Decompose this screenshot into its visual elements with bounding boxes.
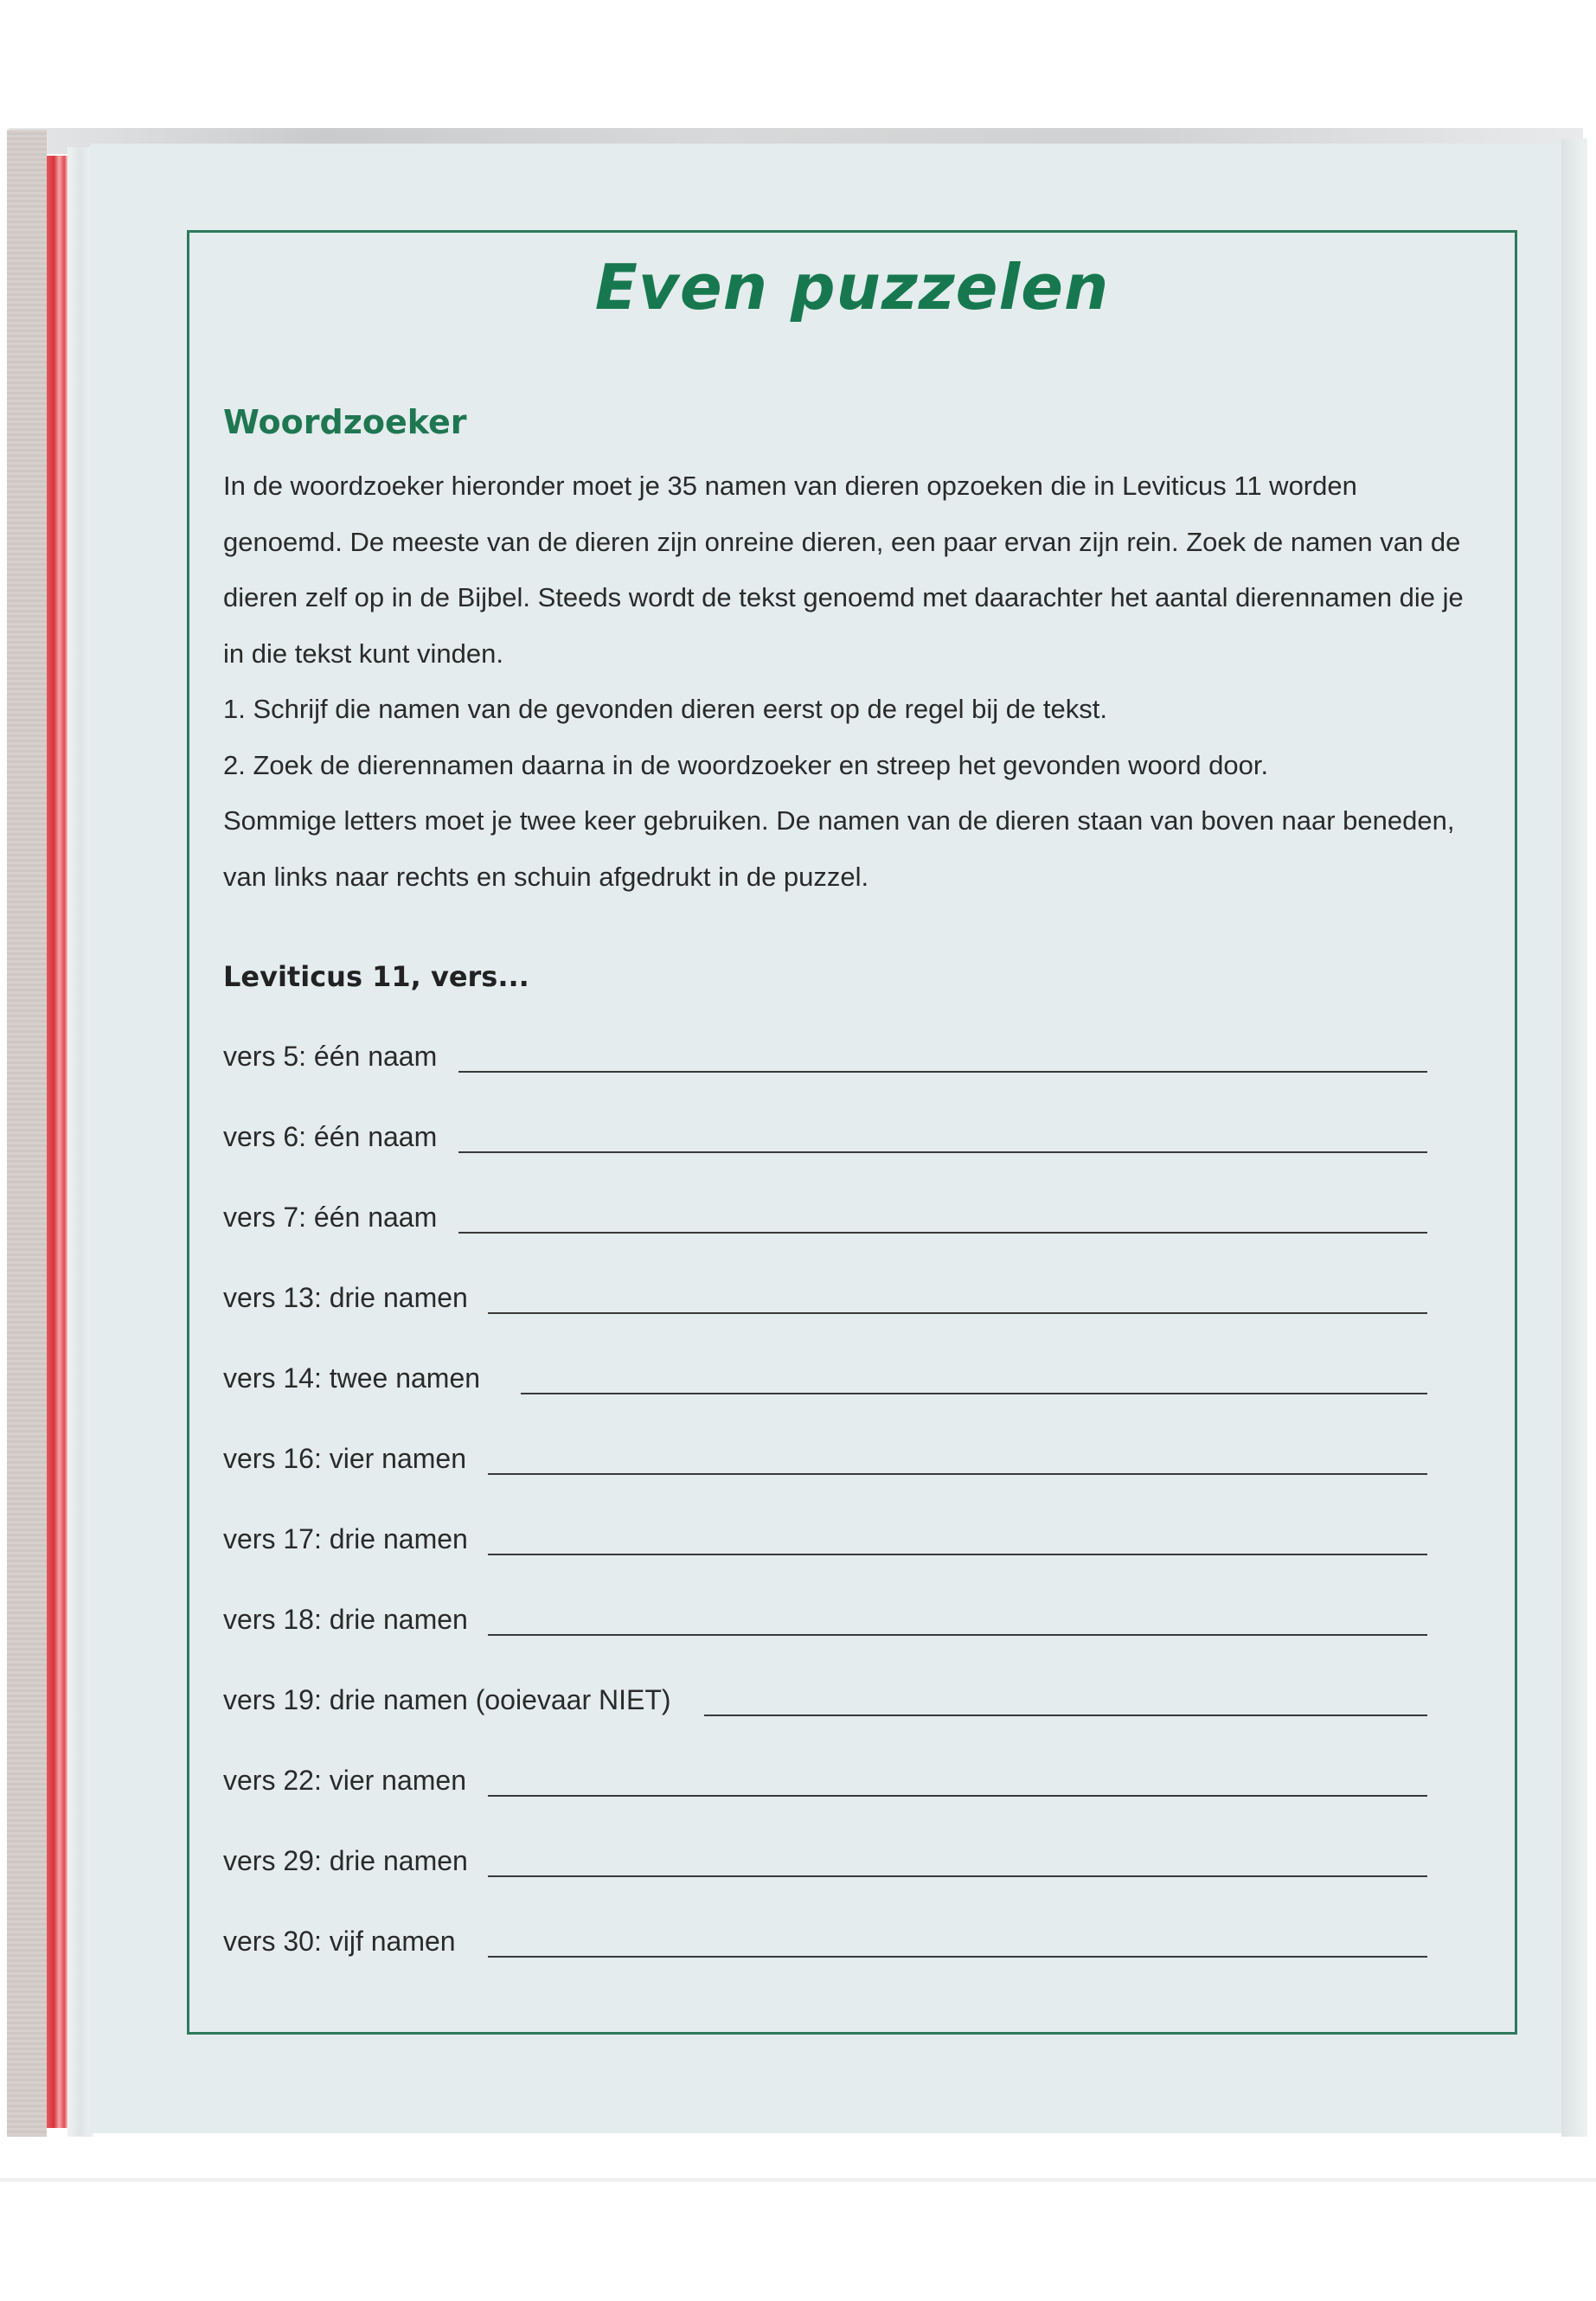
verse-label: vers 30: vijf namen bbox=[223, 1926, 456, 1957]
page-right-edge bbox=[1561, 138, 1587, 2137]
verse-row bbox=[223, 1358, 1427, 1401]
verse-row bbox=[223, 1599, 1427, 1643]
verse-label: vers 5: één naam bbox=[223, 1041, 438, 1072]
answer-line[interactable] bbox=[488, 1956, 1427, 1958]
page-title: Even puzzelen bbox=[594, 251, 1110, 324]
verse-row bbox=[223, 1760, 1427, 1804]
verse-label: vers 14: twee namen bbox=[223, 1362, 481, 1394]
verses-subheading: Leviticus 11, vers... bbox=[223, 960, 529, 993]
verse-row bbox=[223, 1841, 1427, 1884]
verse-row bbox=[223, 1197, 1427, 1240]
verse-label: vers 13: drie namen bbox=[223, 1282, 468, 1313]
verse-label: vers 22: vier namen bbox=[223, 1765, 467, 1796]
red-page-edge bbox=[47, 156, 67, 2128]
answer-line[interactable] bbox=[488, 1875, 1427, 1877]
answer-line[interactable] bbox=[704, 1715, 1427, 1716]
verse-row bbox=[223, 1117, 1427, 1160]
verse-label: vers 7: één naam bbox=[223, 1202, 438, 1233]
note-paragraph: Sommige letters moet je twee keer gebruiken. De namen van de dieren staan van boven naar beneden, van links naar rechts en schuin afgedrukt in de puzzel. bbox=[223, 805, 1455, 892]
step-1: 1. Schrijf die namen van de gevonden dieren eerst op de regel bij de tekst. bbox=[223, 694, 1107, 724]
verse-label: vers 18: drie namen bbox=[223, 1604, 468, 1635]
book-spine bbox=[7, 130, 47, 2137]
bottom-divider bbox=[0, 2178, 1596, 2182]
verse-label: vers 17: drie namen bbox=[223, 1523, 468, 1554]
answer-line[interactable] bbox=[488, 1473, 1427, 1475]
answer-line[interactable] bbox=[488, 1795, 1427, 1797]
answer-line[interactable] bbox=[488, 1312, 1427, 1314]
answer-line[interactable] bbox=[488, 1554, 1427, 1555]
verse-row bbox=[223, 1439, 1427, 1482]
step-2: 2. Zoek de dierennamen daarna in de woordzoeker en streep het gevonden woord door. bbox=[223, 749, 1269, 780]
answer-line[interactable] bbox=[458, 1071, 1427, 1073]
instructions bbox=[223, 458, 1469, 905]
verse-row bbox=[223, 1519, 1427, 1562]
verse-label: vers 16: vier namen bbox=[223, 1443, 467, 1474]
verse-label: vers 6: één naam bbox=[223, 1121, 438, 1152]
verse-label: vers 29: drie namen bbox=[223, 1845, 468, 1876]
intro-paragraph: In de woordzoeker hieronder moet je 35 namen van dieren opzoeken die in Leviticus 11 worden genoemd. De meeste van de dieren zijn onreine dieren, een paar ervan zijn rein. Zoek de namen van de dieren zelf op in de Bijbel. Steeds wordt de tekst genoemd met daarachter het aantal dierennamen die je in die tekst kunt vinden. bbox=[223, 471, 1464, 669]
answer-line[interactable] bbox=[521, 1393, 1427, 1394]
section-heading: Woordzoeker bbox=[223, 403, 467, 441]
verse-label: vers 19: drie namen (ooievaar NIET) bbox=[223, 1684, 671, 1715]
verse-row bbox=[223, 1921, 1427, 1965]
answer-line[interactable] bbox=[458, 1151, 1427, 1153]
verse-row bbox=[223, 1680, 1427, 1723]
answer-line[interactable] bbox=[488, 1634, 1427, 1636]
verse-row bbox=[223, 1278, 1427, 1321]
verse-row bbox=[223, 1036, 1427, 1080]
answer-line[interactable] bbox=[458, 1232, 1427, 1234]
